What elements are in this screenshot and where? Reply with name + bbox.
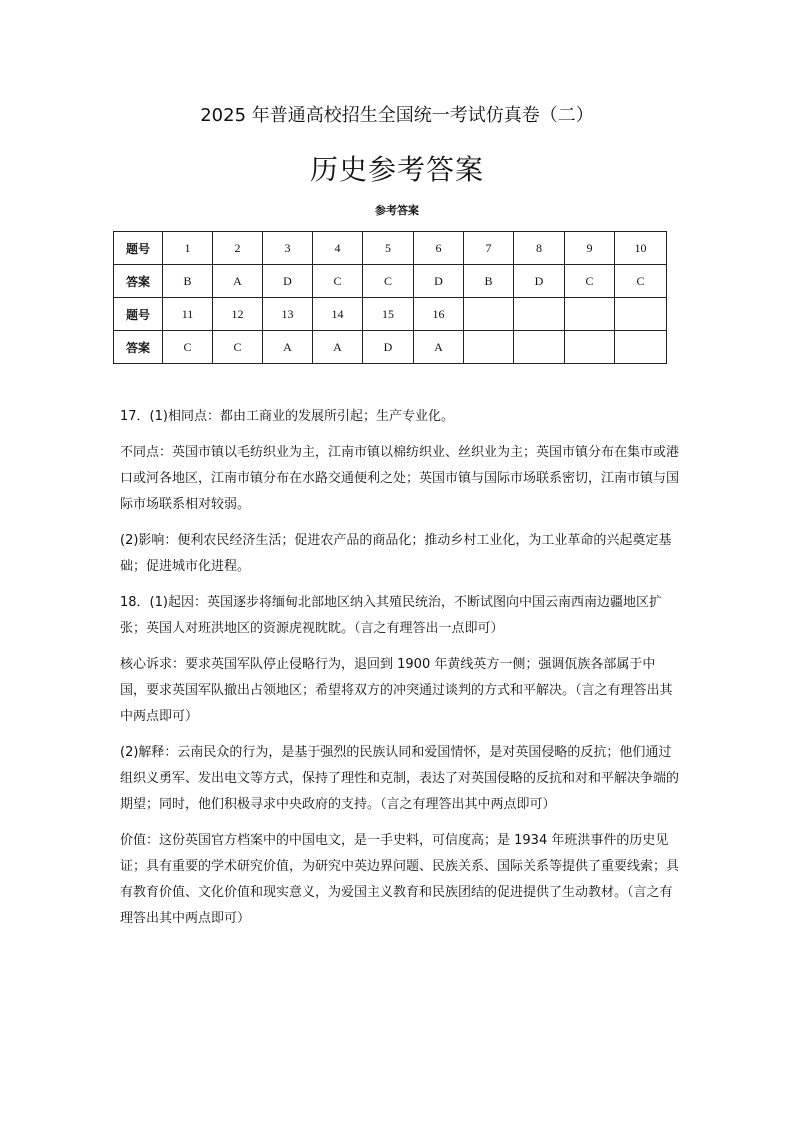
table-row bbox=[114, 331, 667, 364]
row-label: 题号 bbox=[114, 298, 163, 331]
table-cell: 15 bbox=[363, 298, 414, 331]
answer-paragraph-17-1: 17．(1)相同点：都由工商业的发展所引起；生产专业化。 bbox=[120, 409, 454, 424]
table-cell bbox=[514, 298, 565, 331]
table-cell bbox=[615, 298, 667, 331]
table-cell: 9 bbox=[565, 232, 615, 265]
answer-paragraph-17-differences: 不同点：英国市镇以毛纺织业为主，江南市镇以棉纺织业、丝织业为主；英国市镇分布在集市或港口或河各地区，江南市镇分布在水路交通便利之处；英国市镇与国际市场联系密切，江南市镇与国际市场联系相对较弱。 bbox=[120, 445, 680, 512]
table-cell: 4 bbox=[313, 232, 363, 265]
table-cell: D bbox=[263, 265, 313, 298]
answer-explanations bbox=[120, 404, 680, 942]
table-cell bbox=[565, 298, 615, 331]
table-cell bbox=[565, 331, 615, 364]
table-cell bbox=[464, 298, 514, 331]
table-row bbox=[114, 265, 667, 298]
answer-table bbox=[113, 231, 667, 364]
document-title: 历史参考答案 bbox=[309, 153, 484, 186]
table-cell: 16 bbox=[414, 298, 464, 331]
table-cell bbox=[464, 331, 514, 364]
table-cell: A bbox=[263, 331, 313, 364]
table-cell: 14 bbox=[313, 298, 363, 331]
table-cell: 6 bbox=[414, 232, 464, 265]
exam-title: 2025 年普通高校招生全国统一考试仿真卷（二） bbox=[200, 105, 594, 126]
table-cell bbox=[514, 331, 565, 364]
table-cell: C bbox=[313, 265, 363, 298]
table-cell: C bbox=[615, 265, 667, 298]
table-cell: C bbox=[213, 331, 263, 364]
answer-paragraph-18-1: 18．(1)起因：英国逐步将缅甸北部地区纳入其殖民统治，不断试图向中国云南西南边疆地区扩张；英国人对班洪地区的资源虎视眈眈。（言之有理答出一点即可） bbox=[120, 595, 662, 636]
table-cell: 10 bbox=[615, 232, 667, 265]
row-label: 题号 bbox=[114, 232, 163, 265]
table-cell: 11 bbox=[163, 298, 213, 331]
row-label: 答案 bbox=[114, 331, 163, 364]
table-cell: C bbox=[565, 265, 615, 298]
table-cell: A bbox=[313, 331, 363, 364]
answer-paragraph-18-value: 价值：这份英国官方档案中的中国电文，是一手史料，可信度高；是 1934 年班洪事件的历史见证；具有重要的学术研究价值，为研究中英边界问题、民族关系、国际关系等提供了重要线索；具有教育价值、文化价值和现实意义，为爱国主义教育和民族团结的促进提供了生动教材。（言之有理答出其中两点即可） bbox=[120, 833, 680, 926]
table-cell: 1 bbox=[163, 232, 213, 265]
answer-paragraph-18-core-demands: 核心诉求：要求英国军队停止侵略行为，退回到 1900 年黄线英方一侧；强调佤族各部属于中国，要求英国军队撤出占领地区；希望将双方的冲突通过谈判的方式和平解决。（言之有理答出其中两点即可） bbox=[120, 657, 673, 724]
table-cell: B bbox=[163, 265, 213, 298]
table-cell bbox=[615, 331, 667, 364]
table-cell: 2 bbox=[213, 232, 263, 265]
section-title: 参考答案 bbox=[375, 204, 419, 217]
table-cell: 3 bbox=[263, 232, 313, 265]
table-cell: A bbox=[213, 265, 263, 298]
table-cell: C bbox=[363, 265, 414, 298]
table-cell: 8 bbox=[514, 232, 565, 265]
table-cell: D bbox=[414, 265, 464, 298]
table-cell: 12 bbox=[213, 298, 263, 331]
answer-paragraph-18-2: (2)解释：云南民众的行为，是基于强烈的民族认同和爱国情怀，是对英国侵略的反抗；他们通过组织义勇军、发出电文等方式，保持了理性和克制，表达了对英国侵略的反抗和对和平解决争端的期望；同时，他们积极寻求中央政府的支持。（言之有理答出其中两点即可） bbox=[120, 745, 680, 812]
table-row bbox=[114, 298, 667, 331]
row-label: 答案 bbox=[114, 265, 163, 298]
table-cell: D bbox=[363, 331, 414, 364]
answer-table-body bbox=[114, 232, 667, 364]
answer-paragraph-17-2: (2)影响：便利农民经济生活；促进农产品的商品化；推动乡村工业化，为工业革命的兴起奠定基础；促进城市化进程。 bbox=[120, 533, 672, 574]
table-row bbox=[114, 232, 667, 265]
table-cell: A bbox=[414, 331, 464, 364]
table-cell: D bbox=[514, 265, 565, 298]
table-cell: B bbox=[464, 265, 514, 298]
table-cell: C bbox=[163, 331, 213, 364]
table-cell: 7 bbox=[464, 232, 514, 265]
table-cell: 13 bbox=[263, 298, 313, 331]
table-cell: 5 bbox=[363, 232, 414, 265]
